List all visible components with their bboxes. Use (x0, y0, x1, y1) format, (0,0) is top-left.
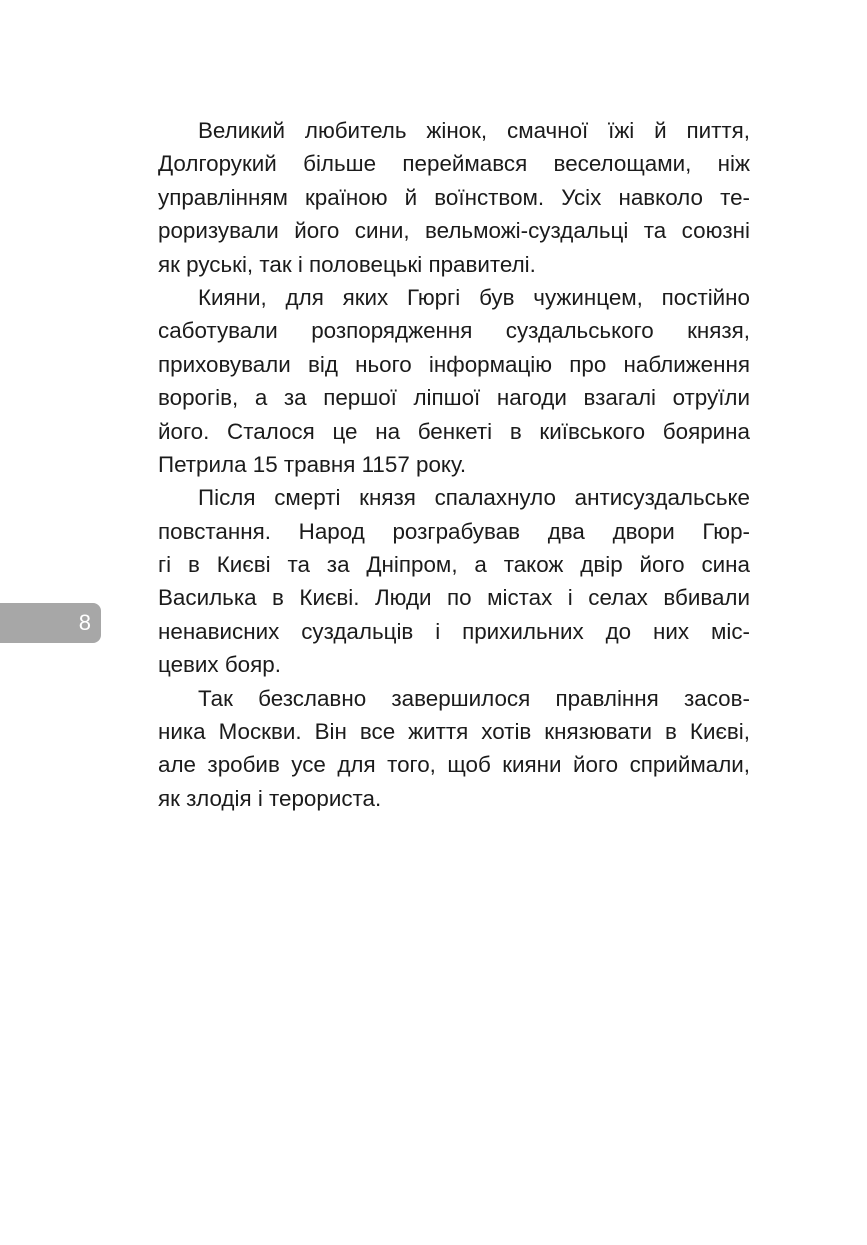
text-line: Великий любитель жінок, смачної їжі й пиття, (198, 118, 750, 143)
text-line: як руські, так і половецькі правителі. (158, 251, 536, 277)
text-line: ненависних суздальців і прихильних до них міс- (158, 618, 750, 644)
text-line: ворогів, а за першої ліпшої нагоди взагалі отруїли (158, 385, 750, 411)
paragraph-1 (158, 114, 750, 281)
text-line: Так безславно завершилося правління засов- (198, 685, 750, 711)
page-number-tab (0, 603, 101, 643)
text-line: його. Сталося це на бенкеті в київського боярина (158, 418, 750, 444)
text-line: цевих бояр. (158, 652, 281, 678)
text-line: але зробив усе для того, щоб кияни його сприймали, (158, 752, 750, 778)
paragraph-2 (158, 281, 750, 481)
text-line: Василька в Києві. Люди по містах і селах вбивали (158, 585, 750, 611)
paragraph-4 (158, 682, 750, 816)
page-body-text (158, 114, 750, 815)
text-line: Долгорукий більше переймався веселощами, ніж (158, 151, 750, 177)
text-line: приховували від нього інформацію про наближення (158, 351, 750, 377)
text-line: гі в Києві та за Дніпром, а також двір його сина (158, 552, 750, 578)
text-line: повстання. Народ розграбував два двори Гюр- (158, 518, 750, 544)
text-line: як злодія і терориста. (158, 785, 382, 811)
text-line: роризували його сини, вельможі-суздальці та союзні (158, 218, 750, 244)
text-line: управлінням країною й воїнством. Усіх навколо те- (158, 184, 750, 210)
text-line: Кияни, для яких Гюргі був чужинцем, постійно (198, 284, 750, 310)
page-number: 8 (78, 610, 91, 635)
text-line: Петрила 15 травня 1157 року. (158, 451, 467, 477)
text-line: ника Москви. Він все життя хотів князювати в Києві, (158, 719, 750, 745)
text-line: саботували розпорядження суздальського князя, (158, 318, 750, 344)
text-line: Після смерті князя спалахнуло антисуздальське (198, 485, 750, 511)
paragraph-3 (158, 481, 750, 681)
